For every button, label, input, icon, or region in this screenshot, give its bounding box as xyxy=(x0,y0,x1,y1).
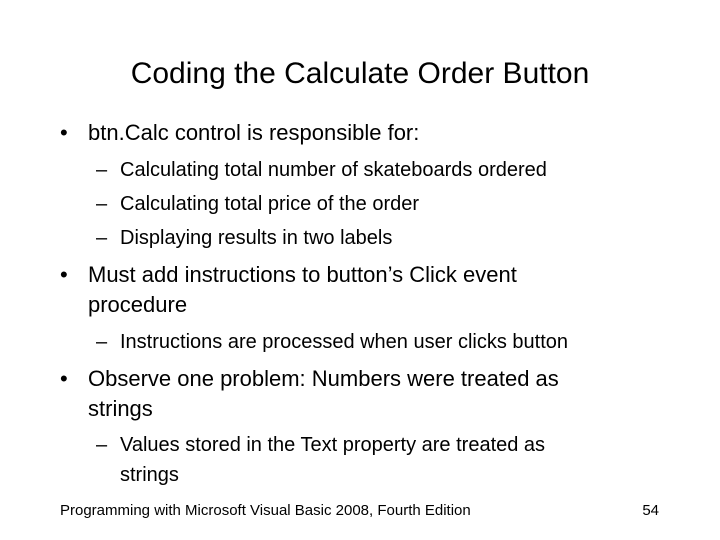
bullet-2-line-2: procedure xyxy=(88,292,188,317)
sub-bullet-1-2-text: Calculating total price of the order xyxy=(120,193,420,215)
sub-bullet-3-1-line-2: strings xyxy=(120,464,179,486)
bullet-marker: • xyxy=(60,262,68,287)
page-number: 54 xyxy=(642,502,659,519)
sub-bullet-3-1-line-1: Values stored in the Text property are treated as xyxy=(120,434,546,456)
sub-bullet-1-1-text: Calculating total number of skateboards ordered xyxy=(120,159,547,181)
sub-bullet-marker: – xyxy=(96,227,108,249)
slide-title: Coding the Calculate Order Button xyxy=(130,57,590,90)
bullet-marker: • xyxy=(60,366,68,391)
sub-bullet-marker: – xyxy=(96,331,108,353)
sub-bullet-2-1-text: Instructions are processed when user clicks button xyxy=(120,331,568,353)
sub-bullet-marker: – xyxy=(96,434,108,456)
sub-bullet-marker: – xyxy=(96,193,108,215)
bullet-1-line-1: btn.Calc control is responsible for: xyxy=(88,120,420,145)
footer-book-title: Programming with Microsoft Visual Basic 2008, Fourth Edition xyxy=(60,502,471,519)
bullet-2-line-1: Must add instructions to button’s Click event xyxy=(88,262,517,287)
bullet-marker: • xyxy=(60,120,68,145)
bullet-3-line-1: Observe one problem: Numbers were treated as xyxy=(88,366,559,391)
sub-bullet-marker: – xyxy=(96,159,108,181)
bullet-3-line-2: strings xyxy=(88,396,153,421)
sub-bullet-1-3-text: Displaying results in two labels xyxy=(120,227,393,249)
